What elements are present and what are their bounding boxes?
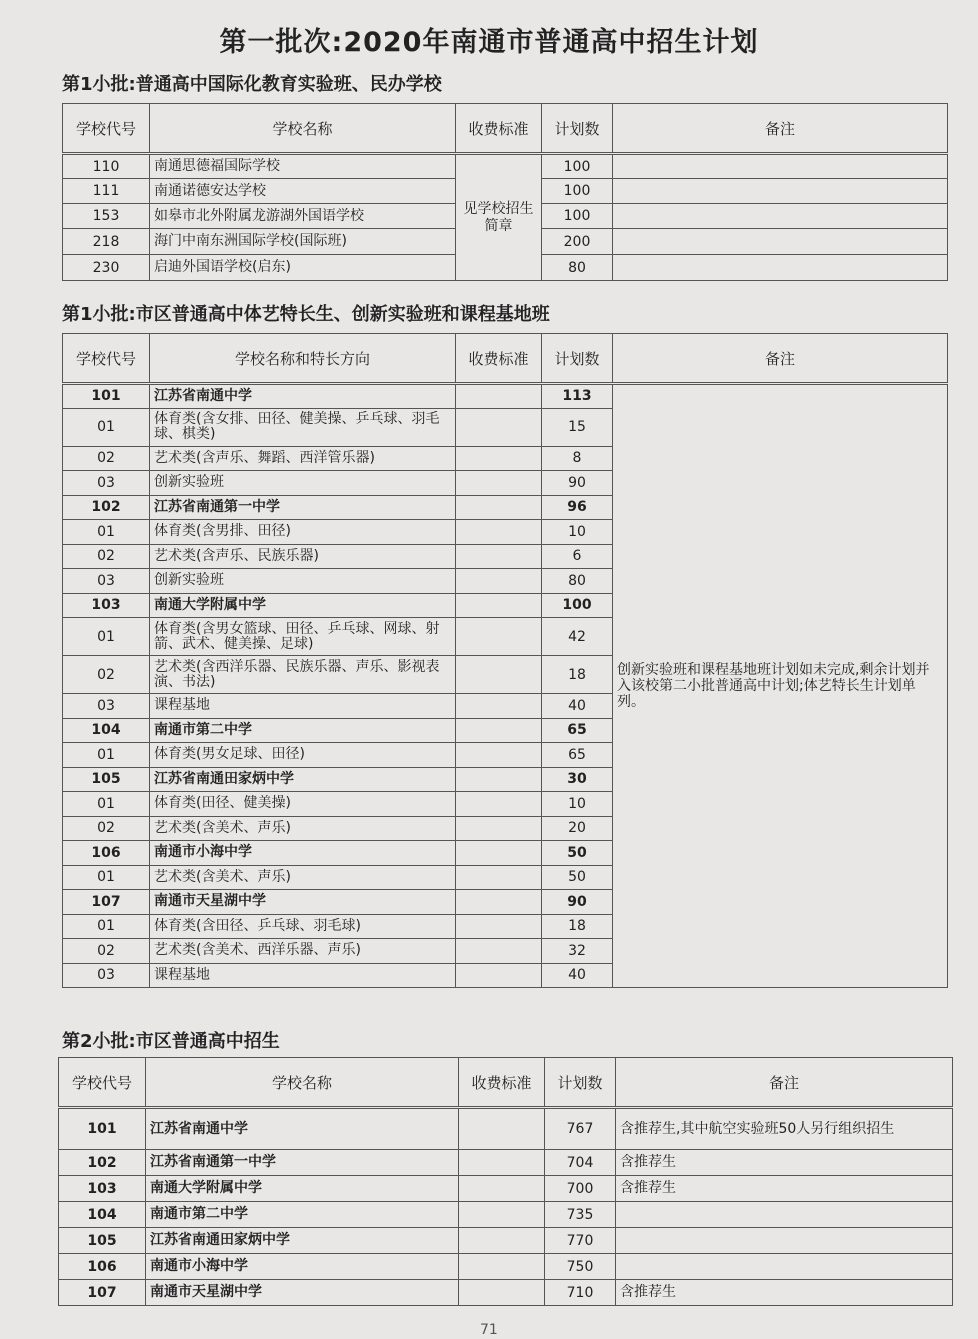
plan-count: 50 (542, 865, 613, 890)
specialty-name: 艺术类(含美术、西洋乐器、声乐) (150, 939, 456, 964)
fee-cell (459, 1108, 545, 1150)
specialty-name: 体育类(含男排、田径) (150, 520, 456, 545)
school-name: 如皋市北外附属龙游湖外国语学校 (150, 204, 456, 229)
plan-count: 30 (542, 767, 613, 792)
fee-cell (456, 495, 542, 520)
fee-cell (456, 792, 542, 817)
note-cell: 含推荐生 (616, 1150, 953, 1176)
note-cell: 含推荐生 (616, 1176, 953, 1202)
page-title: 第一批次:2020年南通市普通高中招生计划 (219, 27, 759, 58)
fee-cell (459, 1254, 545, 1280)
school-code: 111 (63, 179, 150, 204)
plan-count: 8 (542, 446, 613, 471)
school-code: 104 (63, 718, 150, 743)
school-code: 105 (59, 1228, 146, 1254)
school-name: 南通思德福国际学校 (150, 154, 456, 179)
plan-count: 80 (542, 255, 613, 281)
note-cell (616, 1254, 953, 1280)
plan-count: 80 (542, 569, 613, 594)
school-name: 启迪外国语学校(启东) (150, 255, 456, 281)
fee-cell (456, 939, 542, 964)
plan-count: 10 (542, 520, 613, 545)
header-note: 备注 (613, 104, 948, 154)
header-name-specialty: 学校名称和特长方向 (150, 334, 456, 384)
school-code: 101 (59, 1108, 146, 1150)
plan-count: 700 (545, 1176, 616, 1202)
school-code: 107 (59, 1280, 146, 1306)
fee-cell (456, 593, 542, 618)
school-code: 01 (63, 408, 150, 446)
plan-count: 100 (542, 154, 613, 179)
fee-cell (459, 1176, 545, 1202)
plan-count: 90 (542, 890, 613, 915)
fee-cell (456, 743, 542, 768)
plan-count: 6 (542, 544, 613, 569)
school-code: 01 (63, 865, 150, 890)
plan-count: 710 (545, 1280, 616, 1306)
fee-cell (456, 694, 542, 719)
fee-cell (456, 767, 542, 792)
school-name: 海门中南东洲国际学校(国际班) (150, 229, 456, 255)
header-plan: 计划数 (542, 104, 613, 154)
school-code: 02 (63, 544, 150, 569)
note-cell (616, 1228, 953, 1254)
school-name: 江苏省南通第一中学 (146, 1150, 459, 1176)
fee-cell (456, 471, 542, 496)
header-note: 备注 (613, 334, 948, 384)
school-code: 107 (63, 890, 150, 915)
header-code: 学校代号 (59, 1058, 146, 1108)
school-code: 106 (59, 1254, 146, 1280)
note-cell (613, 255, 948, 281)
plan-count: 100 (542, 593, 613, 618)
specialty-name: 体育类(含男女篮球、田径、乒乓球、网球、射箭、武术、健美操、足球) (150, 618, 456, 656)
table-row (59, 1202, 953, 1228)
note-cell (613, 154, 948, 179)
school-code: 02 (63, 816, 150, 841)
header-fee: 收费标准 (456, 334, 542, 384)
table-row (59, 1280, 953, 1306)
specialty-name: 课程基地 (150, 963, 456, 988)
plan-count: 20 (542, 816, 613, 841)
fee-cell (456, 384, 542, 409)
specialty-name: 创新实验班 (150, 569, 456, 594)
school-name: 南通大学附属中学 (150, 593, 456, 618)
section2-title: 第1小批:市区普通高中体艺特长生、创新实验班和课程基地班 (62, 304, 550, 325)
fee-cell (459, 1150, 545, 1176)
specialty-name: 创新实验班 (150, 471, 456, 496)
fee-cell (456, 520, 542, 545)
specialty-name: 艺术类(含声乐、舞蹈、西洋管乐器) (150, 446, 456, 471)
note-cell: 含推荐生 (616, 1280, 953, 1306)
plan-count: 90 (542, 471, 613, 496)
plan-count: 65 (542, 718, 613, 743)
section1-title: 第1小批:普通高中国际化教育实验班、民办学校 (62, 74, 442, 95)
plan-count: 100 (542, 204, 613, 229)
note-cell (613, 179, 948, 204)
fee-cell (456, 914, 542, 939)
header-name: 学校名称 (150, 104, 456, 154)
table-row (63, 154, 948, 179)
school-code: 01 (63, 618, 150, 656)
school-code: 103 (63, 593, 150, 618)
plan-count: 32 (542, 939, 613, 964)
plan-count: 200 (542, 229, 613, 255)
school-code: 102 (63, 495, 150, 520)
specialty-name: 体育类(含女排、田径、健美操、乒乓球、羽毛球、棋类) (150, 408, 456, 446)
specialty-name: 体育类(田径、健美操) (150, 792, 456, 817)
specialty-name: 艺术类(含声乐、民族乐器) (150, 544, 456, 569)
school-name: 南通市小海中学 (146, 1254, 459, 1280)
header-plan: 计划数 (542, 334, 613, 384)
fee-cell (456, 569, 542, 594)
specialty-name: 体育类(男女足球、田径) (150, 743, 456, 768)
school-code: 01 (63, 520, 150, 545)
school-code: 218 (63, 229, 150, 255)
school-name: 南通市天星湖中学 (150, 890, 456, 915)
school-name: 南通大学附属中学 (146, 1176, 459, 1202)
header-fee: 收费标准 (459, 1058, 545, 1108)
fee-cell (456, 408, 542, 446)
fee-cell (456, 865, 542, 890)
table-row (59, 1254, 953, 1280)
header-note: 备注 (616, 1058, 953, 1108)
school-code: 02 (63, 656, 150, 694)
note-cell: 含推荐生,其中航空实验班50人另行组织招生 (616, 1108, 953, 1150)
note-cell (613, 229, 948, 255)
specialty-name: 体育类(含田径、乒乓球、羽毛球) (150, 914, 456, 939)
specialty-name: 课程基地 (150, 694, 456, 719)
school-name: 南通市天星湖中学 (146, 1280, 459, 1306)
plan-count: 10 (542, 792, 613, 817)
fee-cell (456, 890, 542, 915)
plan-count: 18 (542, 656, 613, 694)
school-name: 南通市第二中学 (150, 718, 456, 743)
specialty-name: 艺术类(含西洋乐器、民族乐器、声乐、影视表演、书法) (150, 656, 456, 694)
school-code: 103 (59, 1176, 146, 1202)
plan-count: 770 (545, 1228, 616, 1254)
fee-cell (456, 718, 542, 743)
plan-count: 735 (545, 1202, 616, 1228)
note-cell (613, 204, 948, 229)
page-number: 71 (480, 1322, 498, 1338)
school-code: 03 (63, 569, 150, 594)
plan-count: 96 (542, 495, 613, 520)
school-name: 江苏省南通田家炳中学 (150, 767, 456, 792)
note-cell (616, 1202, 953, 1228)
plan-count: 40 (542, 694, 613, 719)
table-row (59, 1176, 953, 1202)
fee-cell (456, 963, 542, 988)
school-code: 03 (63, 471, 150, 496)
fee-cell (459, 1228, 545, 1254)
fee-cell (456, 544, 542, 569)
plan-count: 113 (542, 384, 613, 409)
header-code: 学校代号 (63, 104, 150, 154)
plan-count: 50 (542, 841, 613, 866)
header-name: 学校名称 (146, 1058, 459, 1108)
fee-cell (459, 1280, 545, 1306)
plan-count: 100 (542, 179, 613, 204)
fee-cell (456, 841, 542, 866)
school-code: 153 (63, 204, 150, 229)
remarks-note: 创新实验班和课程基地班计划如未完成,剩余计划并入该校第二小批普通高中计划;体艺特长生计划单列。 (613, 384, 948, 988)
header-fee: 收费标准 (456, 104, 542, 154)
header-code: 学校代号 (63, 334, 150, 384)
plan-count: 767 (545, 1108, 616, 1150)
table-row (59, 1150, 953, 1176)
school-name: 江苏省南通中学 (150, 384, 456, 409)
table-special-talent (62, 333, 948, 988)
school-code: 230 (63, 255, 150, 281)
plan-count: 65 (542, 743, 613, 768)
fee-cell (456, 816, 542, 841)
plan-count: 42 (542, 618, 613, 656)
school-code: 105 (63, 767, 150, 792)
school-code: 02 (63, 939, 150, 964)
school-code: 03 (63, 694, 150, 719)
table-row (59, 1228, 953, 1254)
fee-cell (456, 656, 542, 694)
school-name: 南通市小海中学 (150, 841, 456, 866)
school-code: 110 (63, 154, 150, 179)
header-plan: 计划数 (545, 1058, 616, 1108)
school-code: 01 (63, 792, 150, 817)
plan-count: 750 (545, 1254, 616, 1280)
table-row (59, 1108, 953, 1150)
table-international-private (62, 103, 948, 281)
table-general-admission (58, 1057, 953, 1306)
school-row (63, 384, 948, 409)
fee-cell (456, 446, 542, 471)
plan-count: 704 (545, 1150, 616, 1176)
fee-cell (456, 618, 542, 656)
plan-count: 15 (542, 408, 613, 446)
specialty-name: 艺术类(含美术、声乐) (150, 865, 456, 890)
school-code: 104 (59, 1202, 146, 1228)
school-name: 南通市第二中学 (146, 1202, 459, 1228)
plan-count: 40 (542, 963, 613, 988)
section3-title: 第2小批:市区普通高中招生 (62, 1031, 280, 1052)
fee-cell (459, 1202, 545, 1228)
fee-standard: 见学校招生简章 (456, 154, 542, 281)
school-name: 江苏省南通田家炳中学 (146, 1228, 459, 1254)
school-code: 03 (63, 963, 150, 988)
school-code: 01 (63, 914, 150, 939)
school-code: 01 (63, 743, 150, 768)
school-code: 106 (63, 841, 150, 866)
school-name: 江苏省南通第一中学 (150, 495, 456, 520)
school-code: 02 (63, 446, 150, 471)
plan-count: 18 (542, 914, 613, 939)
school-name: 江苏省南通中学 (146, 1108, 459, 1150)
school-name: 南通诺德安达学校 (150, 179, 456, 204)
school-code: 101 (63, 384, 150, 409)
specialty-name: 艺术类(含美术、声乐) (150, 816, 456, 841)
school-code: 102 (59, 1150, 146, 1176)
